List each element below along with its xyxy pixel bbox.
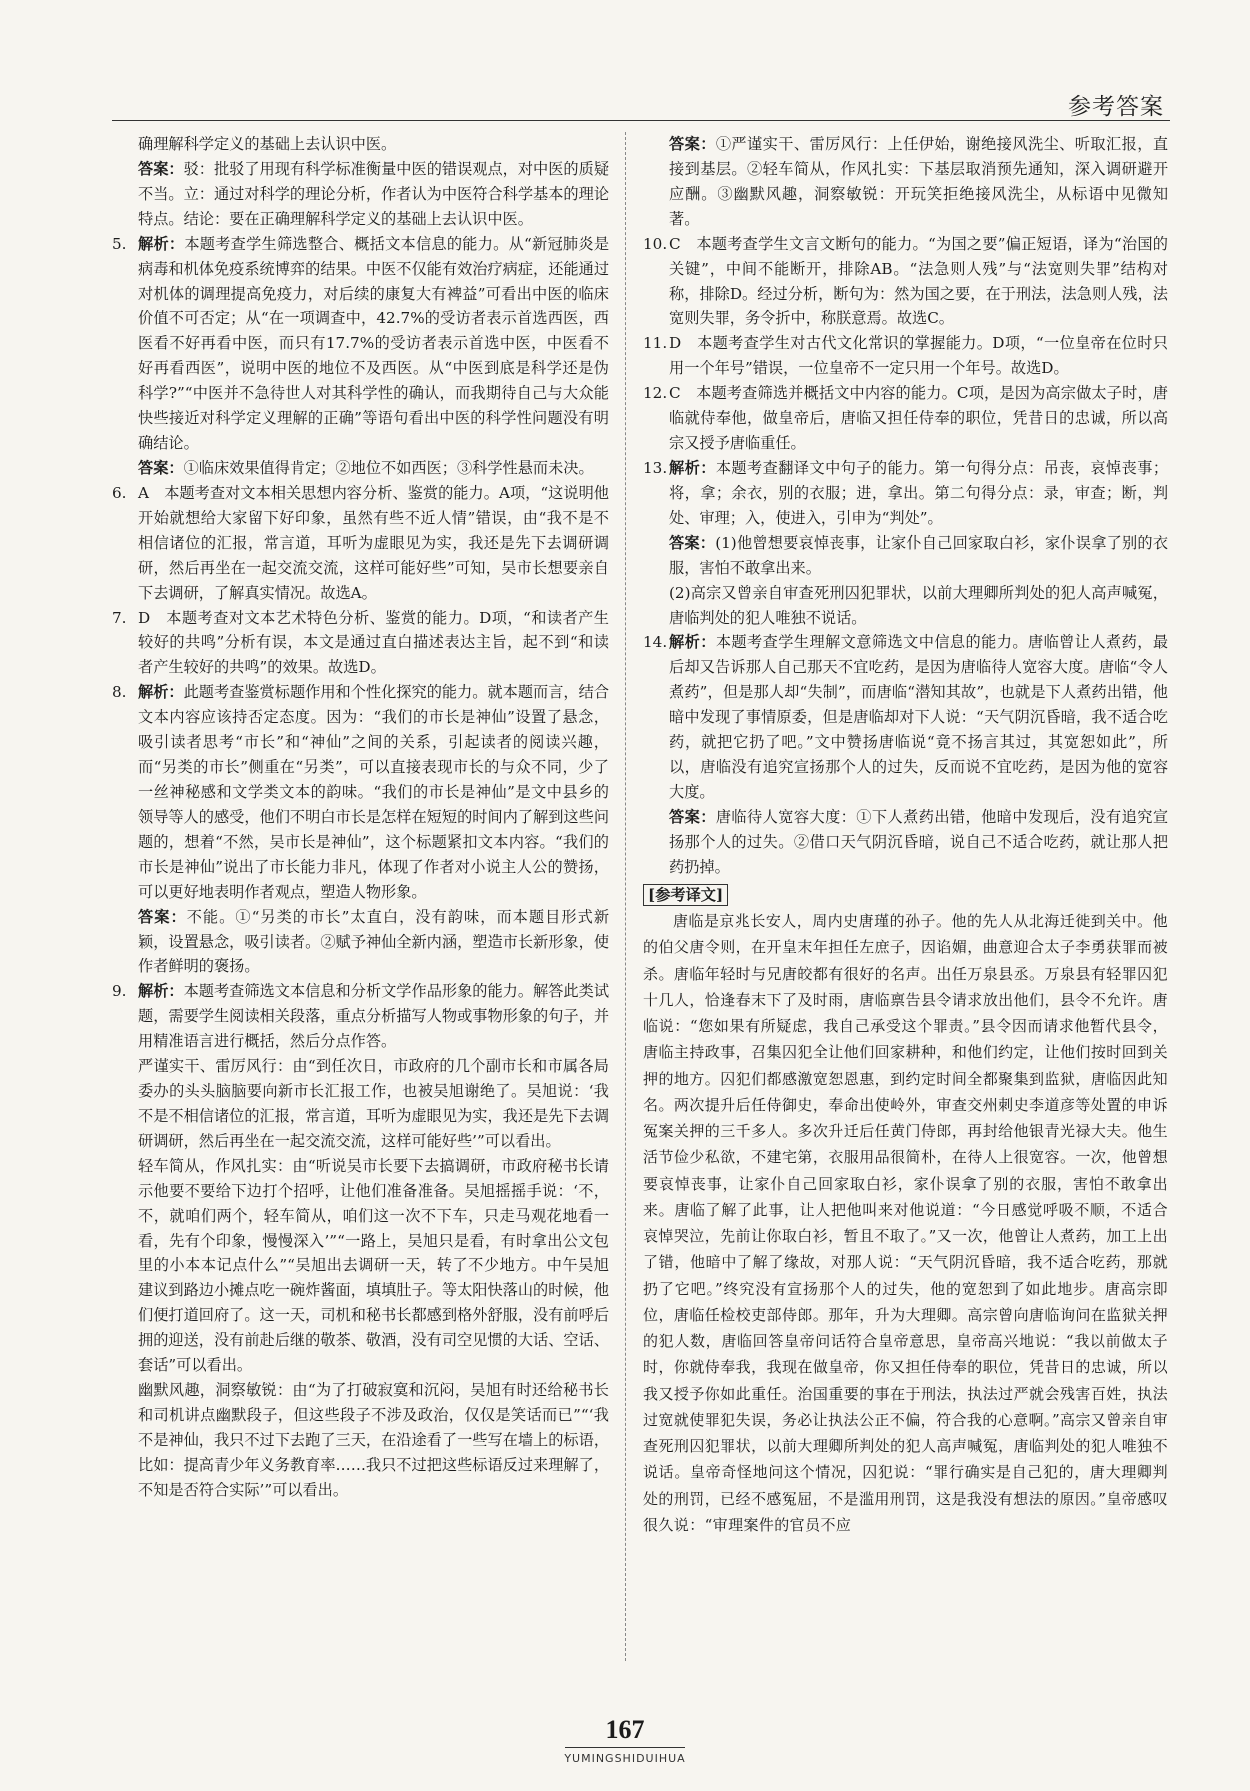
question-6: [112, 481, 609, 606]
question-text: D 本题考查学生对古代文化常识的掌握能力。D项，“一位皇帝在位时只用一个年号”错误，一位皇帝不一定只用一个年号。故选D。: [669, 334, 1168, 378]
analysis-label: 解析：: [138, 683, 184, 702]
header-title: 参考答案: [1068, 94, 1164, 120]
question-text: A 本题考查对文本相关思想内容分析、鉴赏的能力。A项，“这说明他开始就想给大家留下好印象，虽然有些不近人情”错误，由“我不是不相信诸位的汇报，常言道，耳听为虚眼见为实，我还是先下去调研调研，然后再坐在一起交流交流，这样可能好些”可知，吴市长想要亲自下去调研，了解真实情况。故选A。: [138, 483, 609, 602]
answer-text: (1)他曾想要哀悼丧事，让家仆自己回家取白衫，家仆误拿了别的衣服，害怕不敢拿出来。: [669, 533, 1169, 577]
right-column: [643, 132, 1168, 1538]
question-5: [112, 232, 609, 456]
footer-rule: [565, 1747, 685, 1748]
question-13: [643, 456, 1168, 531]
analysis-label: 解析：: [138, 982, 184, 1001]
page-number: 167: [605, 1715, 645, 1744]
analysis-label: 解析：: [669, 458, 716, 477]
analysis-text: 此题考查鉴赏标题作用和个性化探究的能力。就本题而言，结合文本内容应该持否定态度。因为：“我们的市长是神仙”设置了悬念，吸引读者思考“市长”和“神仙”之间的关系，引起读者的阅读兴趣，而“另类的市长”侧重在“另类”，可以直接表现市长的与众不同，少了一丝神秘感和文学类文本的韵味。“我们的市长是神仙”是文中县乡的领导等人的感受，他们不明白市长是怎样在短短的时间内了解到这些问题的，想着“不然，吴市长是神仙”，这个标题紧扣文本内容。“我们的市长是神仙”说出了市长能力非凡，体现了作者对小说主人公的赞扬，可以更好地表明作者观点，塑造人物形象。: [138, 683, 610, 901]
question-5-answer: [112, 456, 609, 481]
left-column: [112, 132, 609, 1503]
question-number: 14.: [643, 633, 668, 652]
question-7: [112, 606, 609, 681]
answer-label: 答案：: [138, 907, 187, 926]
answer-label: 答案：: [138, 458, 184, 477]
question-9-answer: [643, 132, 1168, 232]
question-number: 9.: [112, 982, 127, 1001]
answer-text: ①严谨实干、雷厉风行：上任伊始，谢绝接风洗尘、听取汇报，直接到基层。②轻车简从，作风扎实：下基层取消预先通知，深入调研避开应酬。③幽默风趣，洞察敏锐：开玩笑拒绝接风洗尘，从标语中见微知著。: [669, 135, 1169, 228]
question-number: 5.: [112, 234, 127, 253]
question-12: [643, 381, 1168, 456]
header-rule: [112, 120, 1170, 121]
analysis-text: 本题考查筛选文本信息和分析文学作品形象的能力。解答此类试题，需要学生阅读相关段落，重点分析描写人物或事物形象的句子，并用精准语言进行概括，然后分点作答。: [138, 982, 610, 1051]
question-number: 10.: [643, 234, 668, 253]
analysis-label: 解析：: [669, 633, 716, 652]
answer-label: 答案：: [669, 807, 716, 826]
question-8-answer: [112, 905, 609, 980]
question-9: [112, 979, 609, 1054]
question-14-answer: [643, 805, 1168, 880]
question-14: [643, 630, 1168, 804]
question-text: C 本题考查学生文言文断句的能力。“为国之要”偏正短语，译为“治国的关键”，中间不能断开，排除AB。“法急则人残”与“法宽则失罪”结构对称，排除D。经过分析，断句为：然为国之要，在于刑法，法急则人残，法宽则失罪，务令折中，称朕意焉。故选C。: [669, 234, 1168, 328]
answer-label: 答案：: [669, 135, 716, 153]
column-divider: [625, 132, 626, 1661]
question-number: 13.: [643, 458, 668, 477]
question-number: 7.: [112, 608, 127, 627]
analysis-text: 本题考查翻译文中句子的能力。第一句得分点：吊丧，哀悼丧事；将，拿；余衣，别的衣服；进，拿出。第二句得分点：录，审查；断，判处、审理；入，使进入，引申为“判处”。: [669, 458, 1169, 527]
question-8: [112, 680, 609, 904]
question-text: C 本题考查筛选并概括文中内容的能力。C项，是因为高宗做太子时，唐临就侍奉他，做皇帝后，唐临又担任侍奉的职位，凭昔日的忠诚，所以高宗又授予唐临重任。: [669, 384, 1168, 453]
answer-text: 唐临待人宽容大度：①下人煮药出错，他暗中发现后，没有追究宣扬那个人的过失。②借口天气阴沉昏暗，说自己不适合吃药，就让那人把药扔掉。: [669, 807, 1169, 876]
translation-text: 唐临是京兆长安人，周内史唐瑾的孙子。他的先人从北海迁徙到关中。他的伯父唐令则，在开皇末年担任左庶子，因谄媚，曲意迎合太子李勇获罪而被杀。唐临年轻时与兄唐皎都有很好的名声。出任万泉县丞。万泉县有轻罪囚犯十几人，恰逢春末下了及时雨，唐临禀告县令请求放出他们，县令不允许。唐临说：“您如果有所疑虑，我自己承受这个罪责。”县令因而请求他暂代县令，唐临主持政事，召集囚犯全让他们回家耕种，和他们约定，让他们按时回到关押的地方。囚犯们都感激宽恕恩惠，到约定时间全都聚集到监狱，唐临因此知名。两次提升后任侍御史，奉命出使岭外，审查交州刺史李道彦等处置的申诉冤案关押的三千多人。多次升迁后任黄门侍郎，再封给他银青光禄大夫。他生活节俭少私欲，不建宅第，衣服用品很简朴，在待人上很宽容。一次，他曾想要哀悼丧事，让家仆自己回家取白衫，家仆误拿了别的衣服，害怕不敢拿出来。唐临了解了此事，让人把他叫来对他说道：“今日感觉呼吸不顺，不适合哀悼哭泣，先前让你取白衫，暂且不取了。”又一次，他曾让人煮药，加工上出了错，他暗中了解了缘故，对那人说：“天气阴沉昏暗，我不适合吃药，那就扔了它吧。”终究没有宣扬那个人的过失，他的宽恕到了如此地步。唐高宗即位，唐临任检校吏部侍郎。那年，升为大理卿。高宗曾向唐临询问在监狱关押的犯人数，唐临回答皇帝问话符合皇帝意思，皇帝高兴地说：“我以前做太子时，你就侍奉我，我现在做皇帝，你又担任侍奉的职位，凭昔日的忠诚，所以我又授予你如此重任。治国重要的事在于刑法，执法过严就会残害百姓，执法过宽就使罪犯失误，务必让执法公正不偏，符合我的心意啊。”高宗又曾亲自审查死刑囚犯罪状，以前大理卿所判处的犯人高声喊冤，唐临判处的犯人唯独不说话。皇帝奇怪地问这个情况，囚犯说：“罪行确实是自己犯的，唐大理卿判处的刑罚，已经不感冤屈，不是滥用刑罚，这是我没有想法的原因。”皇帝感叹很久说：“审理案件的官员不应: [643, 912, 1168, 1534]
question-13-answer-1: [643, 531, 1168, 581]
question-13-answer-2: (2)高宗又曾亲自审查死刑囚犯罪状，以前大理卿所判处的犯人高声喊冤，唐临判处的犯人唯独不说话。: [669, 583, 1168, 627]
intro-line: 确理解科学定义的基础上去认识中医。: [138, 135, 397, 153]
question-text: D 本题考查对文本艺术特色分析、鉴赏的能力。D项，“和读者产生较好的共鸣”分析有误，本文是通过直白描述表达主旨，起不到“和读者产生较好的共鸣”的效果。故选D。: [138, 608, 609, 677]
question-number: 11.: [643, 334, 668, 353]
intro-answer: [112, 157, 609, 232]
question-number: 8.: [112, 683, 127, 702]
answer-text: 不能。①“另类的市长”太直白，没有韵味，而本题目形式新颖，设置悬念，吸引读者。②赋予神仙全新内涵，塑造市长新形象，使作者鲜明的褒扬。: [138, 907, 610, 976]
answer-text: 驳：批驳了用现有科学标准衡量中医的错误观点，对中医的质疑不当。立：通过对科学的理论分析，作者认为中医符合科学基本的理论特点。结论：要在正确理解科学定义的基础上去认识中医。: [138, 159, 610, 228]
question-9-point-2: 轻车简从，作风扎实：由“听说吴市长要下去搞调研，市政府秘书长请示他要不要给下边打个招呼，让他们准备准备。吴旭摇摇手说：‘不，不，就咱们两个，轻车简从，咱们这一次不下车，只走马观花地看一看，先有个印象，慢慢深入’”“一路上，吴旭只是看，有时拿出公文包里的小本本记点什么”“吴旭出去调研一天，转了不少地方。中午吴旭建议到路边小摊点吃一碗炸酱面，填填肚子。等太阳快落山的时候，他们便打道回府了。这一天，司机和秘书长都感到格外舒服，没有前呼后拥的迎送，没有前赴后继的敬茶、敬酒，没有司空见惯的大话、空话、套话”可以看出。: [138, 1156, 609, 1375]
question-9-point-1: 严谨实干、雷厉风行：由“到任次日，市政府的几个副市长和市属各局委办的头头脑脑要向新市长汇报工作，也被吴旭谢绝了。吴旭说：‘我不是不相信诸位的汇报，常言道，耳听为虚眼见为实，我还是先下去调研调研，然后再坐在一起交流交流，这样可能好些’”可以看出。: [138, 1057, 609, 1150]
footer-brand: YUMINGSHIDUIHUA: [564, 1752, 686, 1765]
question-number: 12.: [643, 384, 668, 403]
answer-label: 答案：: [138, 159, 184, 178]
answer-label: 答案：: [669, 533, 716, 552]
translation-section-label: [参考译文]: [643, 884, 728, 907]
question-number: 6.: [112, 483, 127, 502]
analysis-label: 解析：: [138, 234, 185, 253]
analysis-text: 本题考查学生理解文意筛选文中信息的能力。唐临曾让人煮药，最后却又告诉那人自己那天不宜吃药，是因为唐临待人宽容大度。唐临“令人煮药”，但是那人却“失制”，而唐临“潜知其故”，也就是下人煮药出错，他暗中发现了事情原委，但是唐临却对下人说：“天气阴沉昏暗，我不适合吃药，就把它扔了吧。”文中赞扬唐临说“竟不扬言其过，其宽恕如此”，所以，唐临没有追究宣扬那个人的过失，反而说不宜吃药，是因为他的宽容大度。: [669, 633, 1169, 801]
question-11: [643, 331, 1168, 381]
answer-text: ①临床效果值得肯定；②地位不如西医；③科学性悬而未决。: [183, 458, 594, 477]
question-10: [643, 232, 1168, 332]
analysis-text: 本题考查学生筛选整合、概括文本信息的能力。从“新冠肺炎是病毒和机体免疫系统博弈的结果。中医不仅能有效治疗病症，还能通过对机体的调理提高免疫力，对后续的康复大有裨益”可看出中医的临床价值不可否定；从“在一项调查中，42.7%的受访者表示首选西医，西医看不好再看中医，而只有17.7%的受访者表示首选中医，中医看不好再看西医”，说明中医的地位不及西医。从“中医到底是科学还是伪科学?”“中医并不急待世人对其科学性的确认，而我期待自己与大众能快些接近对科学定义理解的正确”等语句看出中医的科学性问题没有明确结论。: [138, 234, 610, 453]
question-9-point-3: 幽默风趣，洞察敏锐：由“为了打破寂寞和沉闷，吴旭有时还给秘书长和司机讲点幽默段子，但这些段子不涉及政治，仅仅是笑话而已”“‘我不是神仙，我只不过下去跑了三天，在沿途看了一些写在墙上的标语，比如：提高青少年义务教育率……我只不过把这些标语反过来理解了，不知是否符合实际’”可以看出。: [138, 1381, 609, 1499]
